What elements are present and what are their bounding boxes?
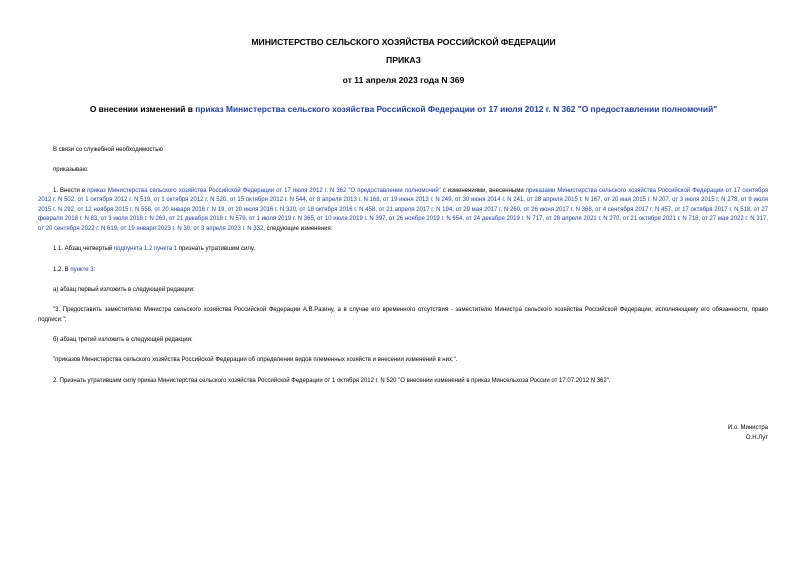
amending-orders-link[interactable]: приказами Министерства сельского хозяйства Российской Федерации от 17 сентября 2012 г. N 502, от 1 октября 2012 г. N 519, от 1 октября 2012 г. N 520, от 15 октября 2012 г. N 544, от 8 апреля 2013 г. N 168, от 19 июня 2013 г. N 249, от 30 июня 2014 г. N 241, от 28 апреля 2015 г. N 167, от 20 мая 2015 г. N 207, от 3 июля 2015 г. N 278, от 9 июля 2015 г. N 292, от 12 ноября 2015 г. N 558, от 20 января 2016 г. N 19, от 20 июля 2016 г. N 320, от 18 октября 2016 г. N 458, от 21 апреля 2017 г. N 194, от 29 мая 2017 г. N 260, от 26 июня 2017 г. N 368, от 4 сентября 2017 г. N 457, от 17 октября 2017 г. N 518, от 27 февраля 2018 г. N 83, от 3 июля 2018 г. N 263, от 21 декабря 2018 г. N 579, от 1 июля 2019 г. N 365, от 10 июля 2019 г. N 397, от 26 ноября 2019 г. N 654, от 24 декабря 2019 г. N 717, от 28 апреля 2021 г. N 270, от 21 октября 2021 г. N 718, от 27 мая 2022 г. N 317, от 20 сентября 2022 г. N 619, от 19 января 2023 г. N 30, от 3 апреля 2023 г. N 332 bbox=[38, 187, 768, 232]
subpoint-1-2-link[interactable]: подпункта 1.2 пункта 1 bbox=[113, 246, 178, 253]
item-1-1-suffix: признать утратившим силу. bbox=[177, 246, 255, 253]
paragraph-quote-b: "приказов Министерства сельского хозяйства Российской Федерации об определении видов племенных хозяйств и внесении изменений в них;". bbox=[53, 357, 458, 364]
document-body bbox=[38, 146, 768, 397]
title-order-link[interactable]: приказ Министерства сельского хозяйства Российской Федерации от 17 июля 2012 г. N 362 "О предоставлении полномочий" bbox=[195, 104, 718, 114]
item-1-prefix: 1. Внести в bbox=[53, 187, 88, 194]
paragraph-item-2: 2. Признать утратившим силу приказ Министерства сельского хозяйства Российской Федерации от 1 октября 2012 г. N 520 "О внесении изменений в приказ Минсельхоза России от 17.07.2012 N 362". bbox=[53, 377, 611, 384]
item-1-1-prefix: 1.1. Абзац четвертый bbox=[53, 246, 114, 253]
paragraph-sub-b: б) абзац третий изложить в следующей редакции: bbox=[53, 336, 193, 343]
paragraph-item-1-1 bbox=[38, 245, 768, 255]
item-1-suffix: , следующие изменения: bbox=[263, 225, 333, 232]
signature-block bbox=[728, 424, 768, 443]
signer-name: О.Н.Лут bbox=[745, 434, 768, 441]
signer-position: И.о. Министра bbox=[727, 425, 768, 431]
paragraph-item-1-2 bbox=[38, 266, 768, 276]
paragraph-quote-a: "3. Предоставить заместителю Министра сельского хозяйства Российской Федерации А.В.Разину, а в случае его временного отсутствия - заместителю Министра сельского хозяйства Российской Федерации, исполняющему его обязанности, право подписи:"; bbox=[38, 307, 768, 323]
document-title bbox=[0, 104, 807, 114]
item-1-2-prefix: 1.2. В bbox=[53, 266, 71, 273]
paragraph-sub-a: а) абзац первый изложить в следующей редакции: bbox=[53, 286, 195, 293]
point-3-link[interactable]: пункте 3 bbox=[70, 266, 94, 273]
item-1-2-suffix: : bbox=[93, 266, 96, 273]
document-type: ПРИКАЗ bbox=[386, 55, 421, 65]
item-1-mid: с изменениями, внесенными bbox=[440, 187, 526, 194]
paragraph-intro: В связи со служебной необходимостью bbox=[53, 147, 163, 153]
ministry-heading: МИНИСТЕРСТВО СЕЛЬСКОГО ХОЗЯЙСТВА РОССИЙСКОЙ ФЕДЕРАЦИИ bbox=[251, 37, 556, 47]
paragraph-item-1 bbox=[38, 187, 768, 235]
document-date-number: от 11 апреля 2023 года N 369 bbox=[342, 75, 465, 85]
title-prefix: О внесении изменений в bbox=[89, 104, 196, 114]
paragraph-order-word: приказываю: bbox=[53, 167, 89, 174]
order-362-link[interactable]: приказ Министерства сельского хозяйства Российской Федерации от 17 июля 2012 г. N 362 "О предоставлении полномочий" bbox=[87, 187, 441, 194]
